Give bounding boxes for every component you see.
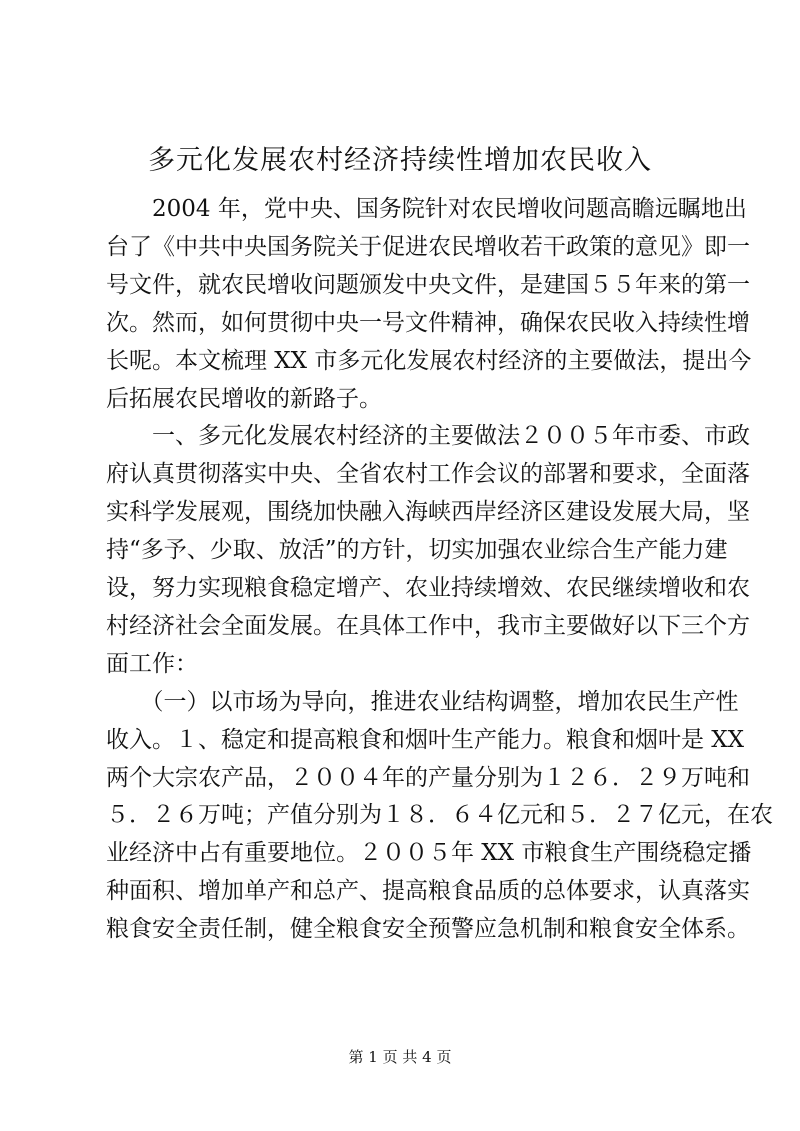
body-line: 台了《中共中央国务院关于促进农民增收若干政策的意见》即一	[106, 233, 750, 260]
body-line: 府认真贯彻落实中央、全省农村工作会议的部署和要求，全面落	[106, 461, 750, 488]
body-line: 2004 年，党中央、国务院针对农民增收问题高瞻远瞩地出	[106, 196, 747, 222]
page-footer: 第 1 页 共 4 页	[348, 1048, 452, 1066]
body-line: 长呢。本文梳理 XX 市多元化发展农村经济的主要做法，提出今	[106, 347, 752, 374]
body-line: 后拓展农民增收的新路子。	[106, 385, 382, 412]
body-line: （一）以市场为导向，推进农业结构调整，增加农民生产性	[106, 688, 739, 715]
body-line: 业经济中占有重要地位。２００５年 XX 市粮食生产围绕稳定播	[106, 840, 752, 867]
body-line: 设，努力实现粮食稳定增产、农业持续增效、农民继续增收和农	[106, 575, 750, 601]
body-line: 次。然而，如何贯彻中央一号文件精神，确保农民收入持续性增	[106, 309, 750, 336]
body-line: 种面积、增加单产和总产、提高粮食品质的总体要求，认真落实	[106, 878, 750, 905]
body-line: 持“多予、少取、放活”的方针，切实加强农业综合生产能力建	[106, 537, 728, 564]
body-line: 收入。１、稳定和提高粮食和烟叶生产能力。粮食和烟叶是 XX	[106, 726, 745, 753]
body-line: 两个大宗农产品，２００４年的产量分别为１２６．２９万吨和	[106, 764, 750, 791]
body-line: ５．２６万吨；产值分别为１８．６４亿元和５．２７亿元，在农	[106, 802, 773, 829]
body-line: 一、多元化发展农村经济的主要做法２００５年市委、市政	[106, 423, 750, 450]
body-line: 村经济社会全面发展。在具体工作中，我市主要做好以下三个方	[106, 612, 750, 639]
document-title: 多元化发展农村经济持续性增加农民收入	[148, 145, 652, 176]
body-line: 面工作：	[106, 650, 198, 677]
body-line: 号文件，就农民增收问题颁发中央文件，是建国５５年来的第一	[106, 271, 750, 298]
body-line: 粮食安全责任制，健全粮食安全预警应急机制和粮食安全体系。	[106, 916, 750, 943]
body-line: 实科学发展观，围绕加快融入海峡西岸经济区建设发展大局，坚	[106, 499, 750, 526]
